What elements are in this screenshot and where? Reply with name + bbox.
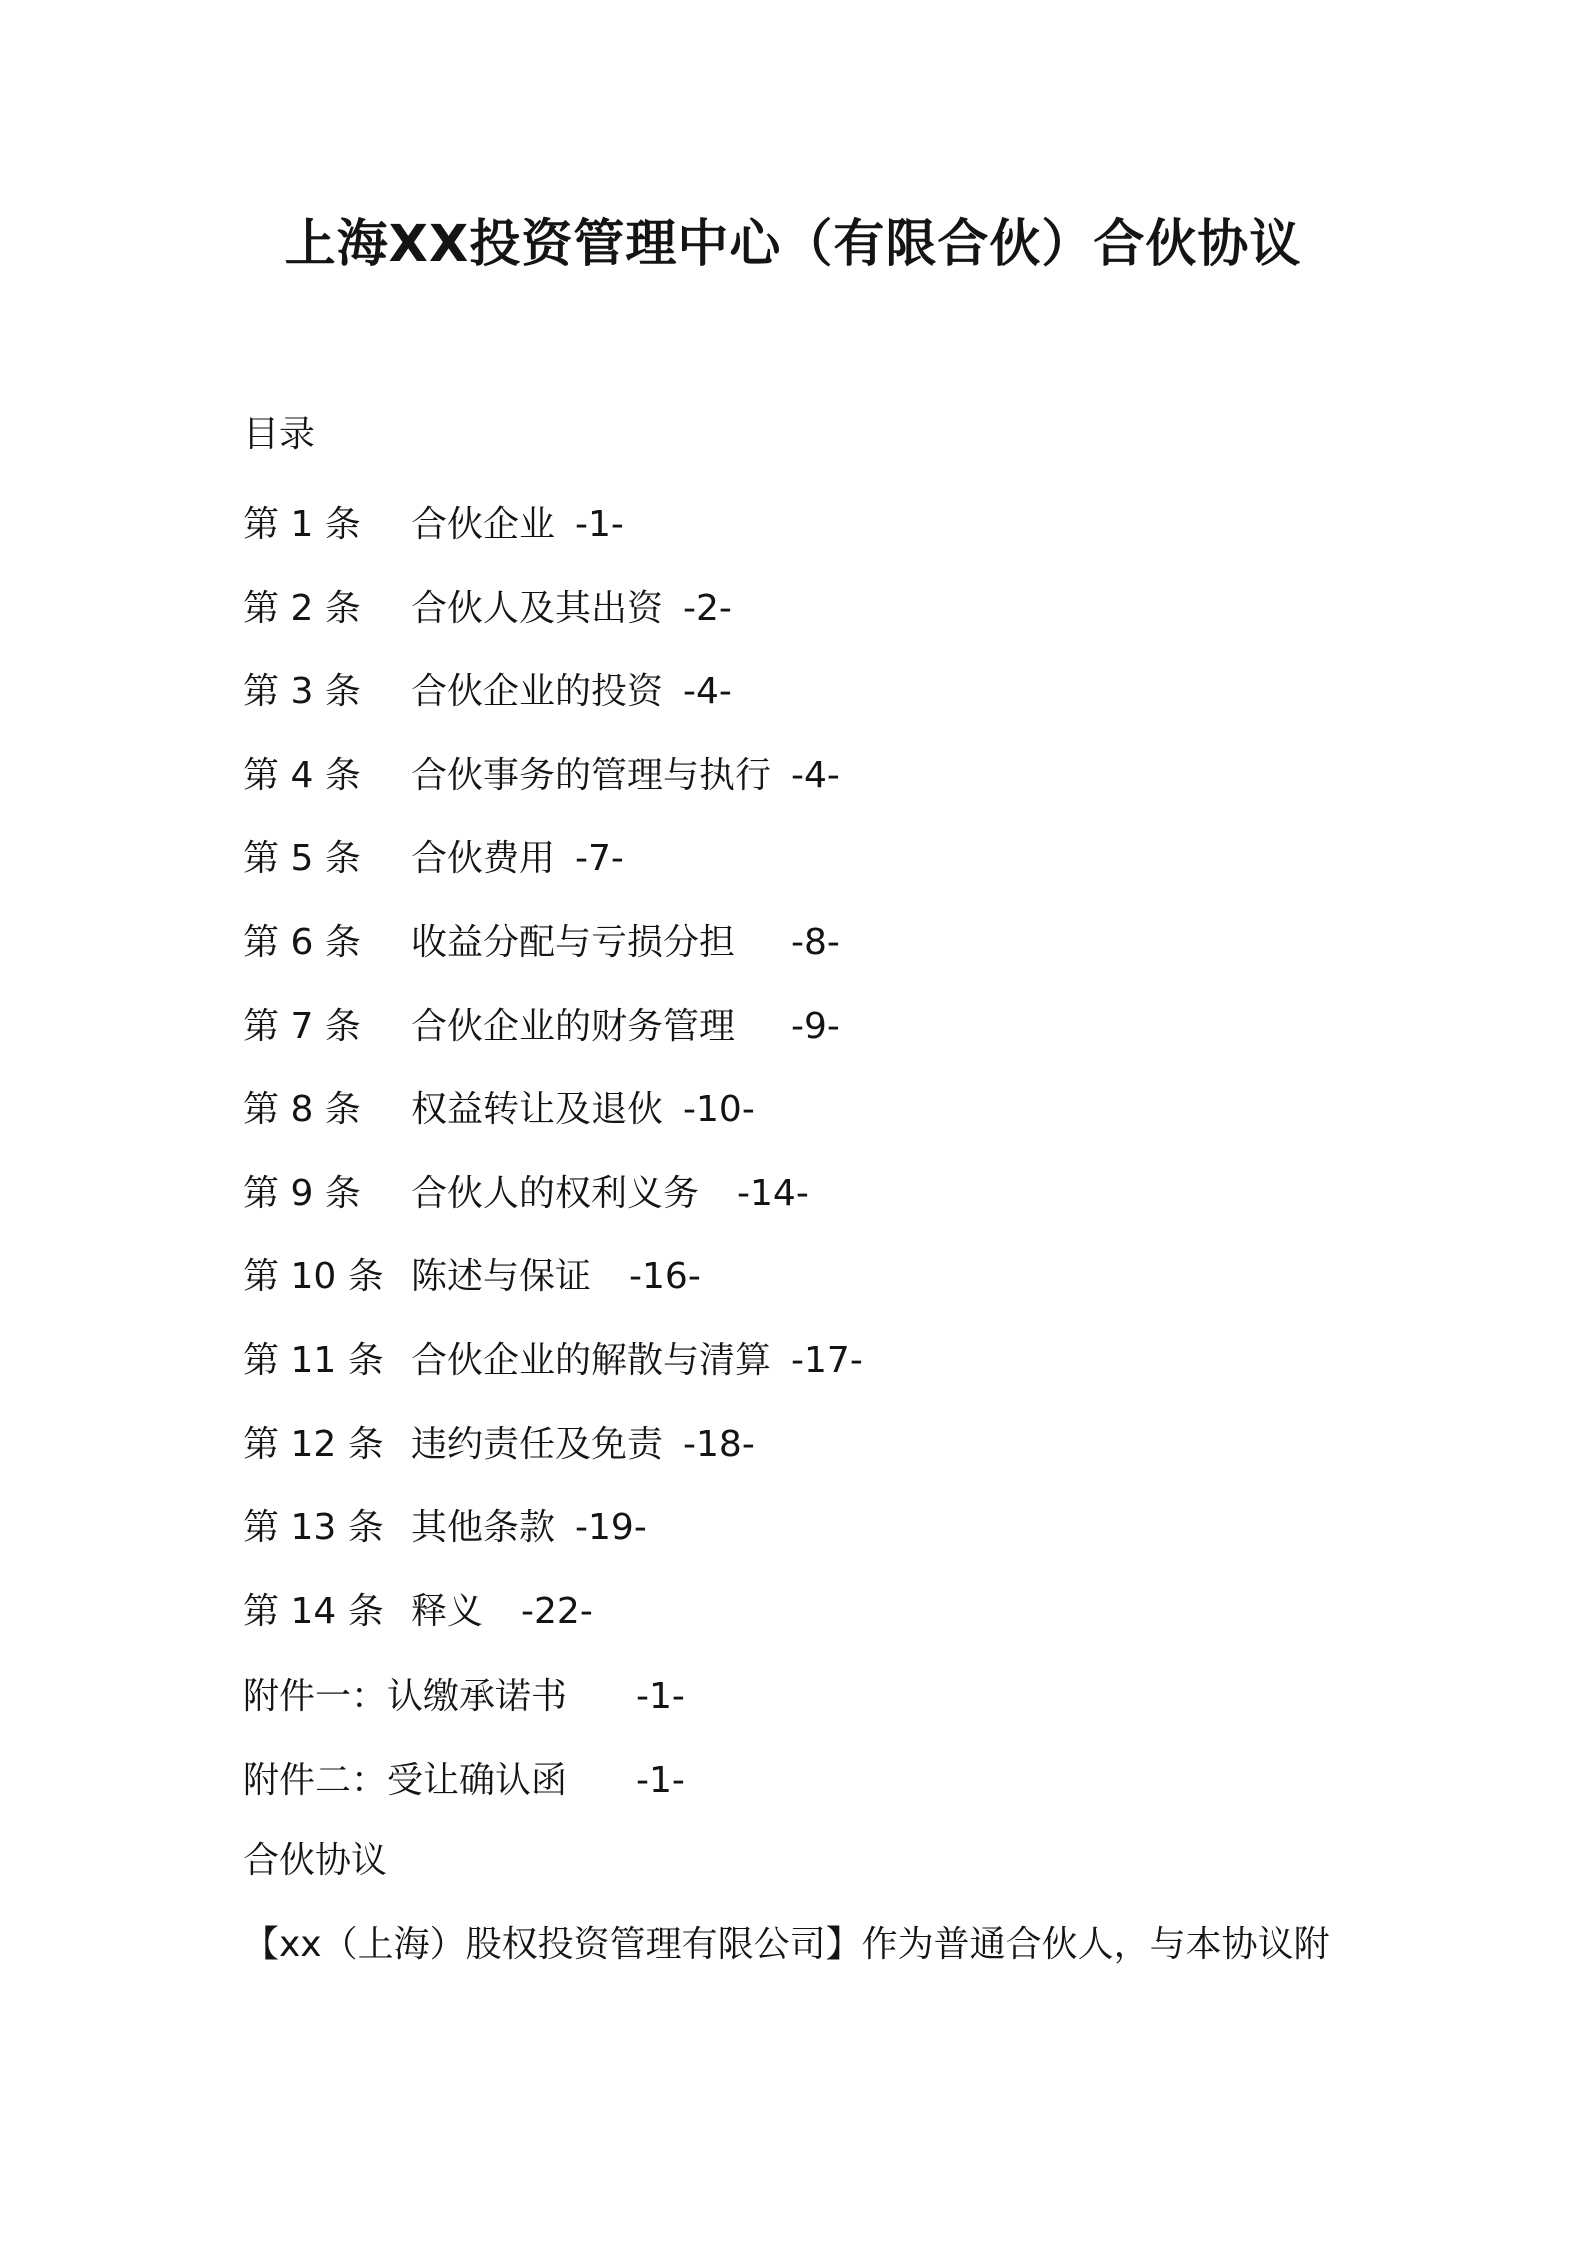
toc-article-number: 第 1 条 [243,504,361,545]
appendix-page-number: -1- [636,1676,685,1717]
toc-page-number: -7- [575,838,624,880]
toc-article-number: 第 8 条 [243,1089,361,1131]
toc-page-number: -10- [683,1089,755,1131]
toc-page-number: -17- [791,1339,863,1381]
toc-article-title: 权益转让及退伙 [411,1089,664,1131]
toc-item[interactable] [243,1336,863,1420]
appendix-item[interactable] [243,1672,685,1756]
toc-page-number: -2- [683,587,732,629]
toc-article-number: 第 2 条 [243,587,361,629]
toc-page-number: -16- [629,1256,701,1298]
toc-item[interactable] [243,1587,863,1671]
toc-page-number: -1- [575,504,624,545]
toc-article-title: 合伙人及其出资 [411,587,664,629]
toc-page-number: -14- [737,1172,809,1214]
toc-article-number: 第 7 条 [243,1005,361,1047]
toc-item[interactable] [243,834,863,918]
toc-article-number: 第 12 条 [243,1423,384,1465]
toc-article-number: 第 9 条 [243,1172,361,1214]
appendix-list [243,1672,685,1839]
toc-article-title: 合伙企业的解散与清算 [411,1339,772,1381]
appendix-title: 附件二：受让确认函 [243,1759,568,1801]
toc-page-number: -4- [791,754,840,796]
toc-item[interactable] [243,1085,863,1169]
toc-article-title: 收益分配与亏损分担 [411,921,736,963]
toc-article-number: 第 10 条 [243,1256,384,1298]
toc-item[interactable] [243,1503,863,1587]
toc-page-number: -4- [683,671,732,713]
toc-page-number: -22- [521,1590,593,1632]
toc-article-number: 第 14 条 [243,1590,384,1632]
toc-article-title: 合伙企业 [411,504,556,545]
toc-heading: 目录 [243,414,316,455]
toc-item[interactable] [243,1002,863,1086]
toc-article-title: 陈述与保证 [411,1256,592,1298]
toc-article-number: 第 6 条 [243,921,361,963]
toc-article-number: 第 11 条 [243,1339,384,1381]
toc-page-number: -19- [575,1507,647,1549]
toc-item[interactable] [243,1169,863,1253]
toc-page-number: -18- [683,1423,755,1465]
toc-page-number: -9- [791,1005,840,1047]
toc-item[interactable] [243,751,863,835]
body-paragraph: 【xx（上海）股权投资管理有限公司】作为普通合伙人，与本协议附 [243,1924,1330,1965]
section-heading: 合伙协议 [243,1840,388,1881]
toc-article-title: 合伙企业的投资 [411,671,664,713]
toc-item[interactable] [243,584,863,668]
toc-article-number: 第 4 条 [243,754,361,796]
document-title: 上海XX投资管理中心（有限合伙）合伙协议 [284,215,1302,274]
appendix-page-number: -1- [636,1759,685,1801]
toc-article-number: 第 3 条 [243,671,361,713]
appendix-item[interactable] [243,1756,685,1840]
toc-article-title: 违约责任及免责 [411,1423,664,1465]
toc-article-title: 其他条款 [411,1507,556,1549]
toc-article-title: 释义 [411,1590,484,1632]
toc-article-title: 合伙费用 [411,838,556,880]
toc-item[interactable] [243,1252,863,1336]
appendix-title: 附件一：认缴承诺书 [243,1676,568,1717]
toc-item[interactable] [243,500,863,584]
toc-article-number: 第 13 条 [243,1507,384,1549]
toc-article-title: 合伙人的权利义务 [411,1172,700,1214]
toc-article-title: 合伙事务的管理与执行 [411,754,772,796]
table-of-contents [243,500,863,1670]
toc-article-title: 合伙企业的财务管理 [411,1005,736,1047]
toc-item[interactable] [243,918,863,1002]
toc-item[interactable] [243,1420,863,1504]
toc-page-number: -8- [791,921,840,963]
toc-item[interactable] [243,667,863,751]
toc-article-number: 第 5 条 [243,838,361,880]
